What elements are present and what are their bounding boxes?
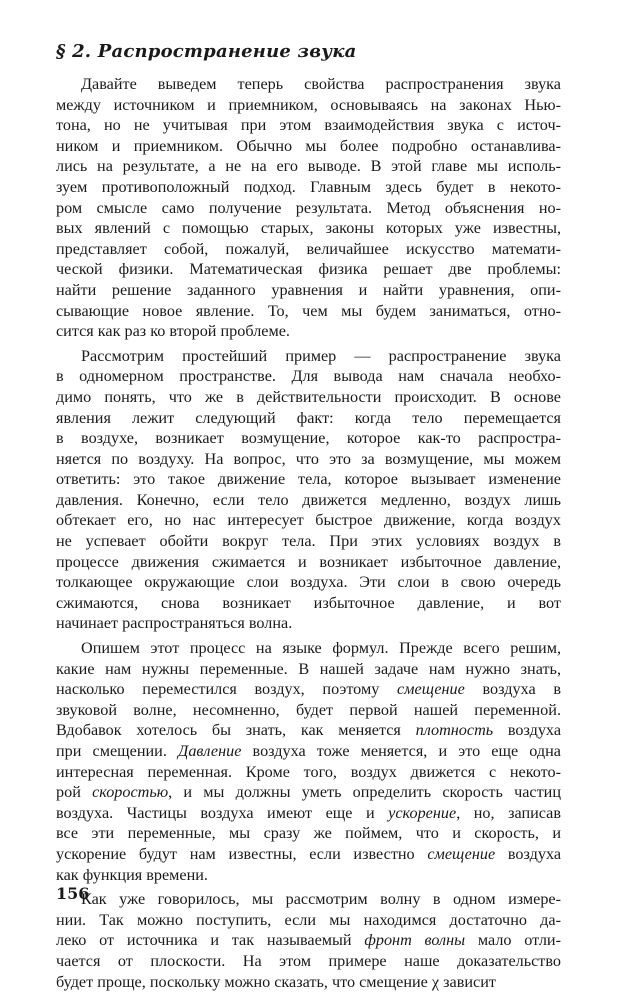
text-line: Вдобавок хотелось бы знать, как меняется плотность воздуха [56,721,561,740]
text-line: процессе движения сжимается и возникает избыточное давление, [56,552,561,571]
page-number: 156 [56,884,90,903]
text-line: все эти переменные, мы сразу же поймем, что и скорость, и [56,824,561,843]
paragraph [56,74,561,342]
text-line: ускорение будут нам известны, если известно смещение воздуха [56,844,562,863]
text-line: звуковой волне, несомненно, будет первой нашей переменной. [56,700,561,719]
text-line: начинает распространяться волна. [56,614,293,633]
text-line: рой скоростью, и мы должны уметь определить скорость частиц [56,783,561,802]
paragraph [56,346,561,634]
text-line: ником и приемником. Обычно мы более подробно останавлива- [56,136,561,155]
paragraph [56,889,561,992]
text-line: няется по воздуху. На вопрос, что это за возмущение, мы можем [56,449,561,468]
text-line: при смещении. Давление воздуха тоже меняется, и это еще одна [56,742,561,760]
text-line: найти решение заданного уравнения и найти уравнения, опи- [56,280,561,299]
emphasized-term: Давление [178,742,242,760]
text-line: в воздухе, возникает возмущение, которое как-то распростра- [56,429,561,448]
text-body [56,74,561,992]
text-line: чается от плоскости. На этом примере наше доказательство [56,951,561,970]
text-line: не успевает обойти вокруг тела. При этих условиях воздух в [56,532,561,551]
text-line: ческой физики. Математическая физика решает две проблемы: [56,260,561,279]
paragraph [56,638,561,885]
text-line: представляет собой, пожалуй, величайшее искусство математи- [56,239,561,258]
text-line: между источником и приемником, основываясь на законах Нью- [56,95,561,114]
text-line: воздуха. Частицы воздуха имеют еще и ускорение, но, записав [56,803,561,822]
text-line: тона, но не учитывая при этом взаимодействия звука с источ- [56,116,561,135]
text-line: сится как раз ко второй проблеме. [56,322,290,341]
text-line: ответить: это такое движение тела, которое вызывает изменение [56,470,561,489]
text-line: как функция времени. [56,865,208,884]
text-line: сжимаются, снова возникает избыточное давление, и вот [56,593,561,612]
page-body [56,40,561,996]
text-line: сывающие новое явление. То, чем мы будем заниматься, отно- [56,301,561,320]
text-line: нии. Так можно поступить, если мы находимся достаточно да- [56,910,561,929]
text-line: давления. Конечно, если тело движется медленно, воздух лишь [56,490,561,509]
text-line: Давайте выведем теперь свойства распространения звука [81,75,561,93]
text-line: лись на результате, а не на его выводе. В этой главе мы исполь- [56,157,561,176]
text-line: ром смысле само получение результата. Метод объяснения но- [56,198,561,217]
text-line: димо понять, что же в действительности происходит. В основе [56,387,561,406]
text-line: Рассмотрим простейший пример — распространение звука [81,346,561,365]
text-line: в одномерном пространстве. Для вывода нам сначала необхо- [56,367,561,386]
text-line: интересная переменная. Кроме того, воздух движется с некото- [56,762,561,781]
text-line: насколько переместился воздух, поэтому смещение воздуха в [56,680,561,699]
text-line: вых явлений с помощью старых, законы которых уже известны, [56,219,561,238]
text-line: зуем противоположный подход. Главным здесь будет в некото- [56,177,561,196]
text-line: обтекает его, но нас интересует быстрое движение, когда воздух [56,511,561,530]
text-line: будет проще, поскольку можно сказать, что смещение χ зависит [56,972,496,991]
emphasized-term: смещение [427,844,496,863]
text-line: Как уже говорилось, мы рассмотрим волну в одном измере- [81,890,561,909]
emphasized-term: фронт волны [364,931,466,950]
section-heading: § 2. Распространение звука [56,41,357,62]
text-line: явления лежит следующий факт: когда тело перемещается [56,408,561,427]
text-line: леко от источника и так называемый фронт волны мало отли- [56,931,561,950]
emphasized-term: смещение [397,680,465,699]
text-line: толкающее окружающие слои воздуха. Эти слои в свою очередь [56,573,561,592]
text-line: Опишем этот процесс на языке формул. Прежде всего решим, [81,639,561,658]
text-line: какие нам нужны переменные. В нашей задаче нам нужно знать, [56,659,561,678]
emphasized-term: скоростью [92,783,169,802]
emphasized-term: ускорение [388,803,457,822]
emphasized-term: плотность [415,721,494,740]
